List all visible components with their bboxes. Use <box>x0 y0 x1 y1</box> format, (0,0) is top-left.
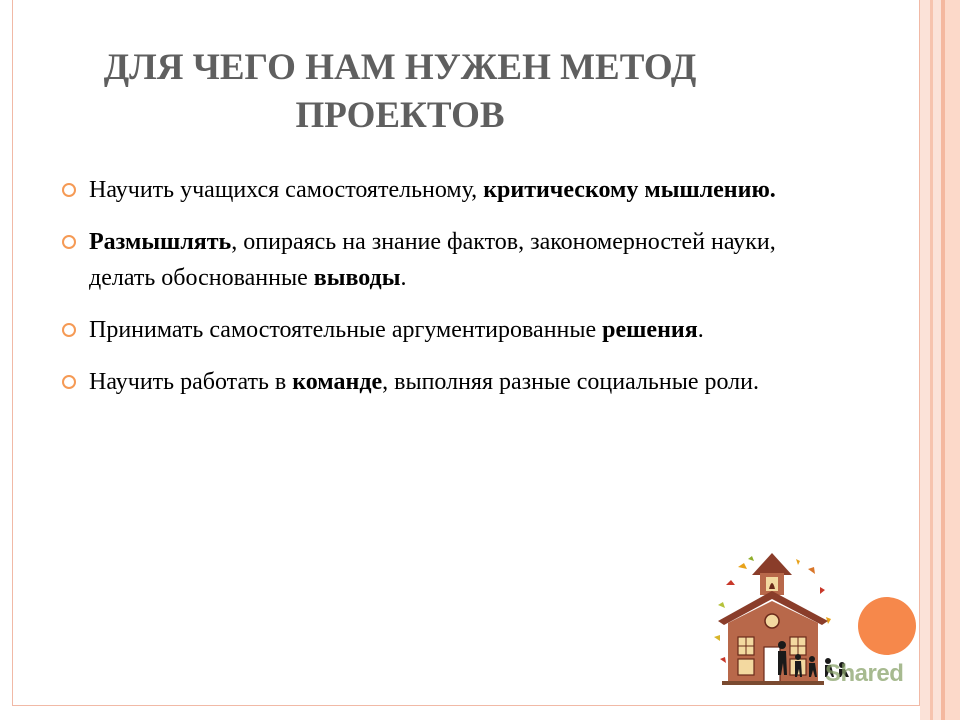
bullet-item <box>60 312 840 348</box>
slide-title <box>60 44 740 140</box>
ring-bullet-icon <box>62 183 76 197</box>
bullet-text: , опираясь на знание фактов, закономерностей науки, делать обоснованные <box>89 229 776 291</box>
bullet-text: Принимать самостоятельные аргументированные <box>89 317 603 343</box>
bullet-bold-text: Размышлять <box>89 229 232 255</box>
ring-bullet-icon <box>62 375 76 389</box>
bullet-bold-text: выводы <box>313 265 401 291</box>
bullet-bold-text: команде <box>292 369 383 395</box>
bullet-text: Научить учащихся самостоятельному, <box>89 177 484 203</box>
watermark-logo: Shared <box>825 660 904 687</box>
bullet-item <box>60 172 840 208</box>
decor-stripe-1 <box>920 0 930 720</box>
bullet-text: . <box>697 317 704 343</box>
decor-stripe-5 <box>945 0 960 720</box>
bullet-list <box>60 172 840 416</box>
bullet-bold-text: решения <box>602 317 698 343</box>
ring-bullet-icon <box>62 323 76 337</box>
title-line-2: ПРОЕКТОВ <box>295 95 505 136</box>
bullet-item <box>60 364 840 400</box>
title-line-1: ДЛЯ ЧЕГО НАМ НУЖЕН МЕТОД <box>103 47 697 88</box>
ring-bullet-icon <box>62 235 76 249</box>
bullet-bold-text: критическому мышлению. <box>483 177 776 203</box>
bullet-item <box>60 224 840 296</box>
bullet-text: . <box>400 265 407 291</box>
accent-circle <box>858 597 916 655</box>
decor-stripe-3 <box>933 0 941 720</box>
bullet-text: Научить работать в <box>89 369 293 395</box>
bullet-text: , выполняя разные социальные роли. <box>382 369 759 395</box>
